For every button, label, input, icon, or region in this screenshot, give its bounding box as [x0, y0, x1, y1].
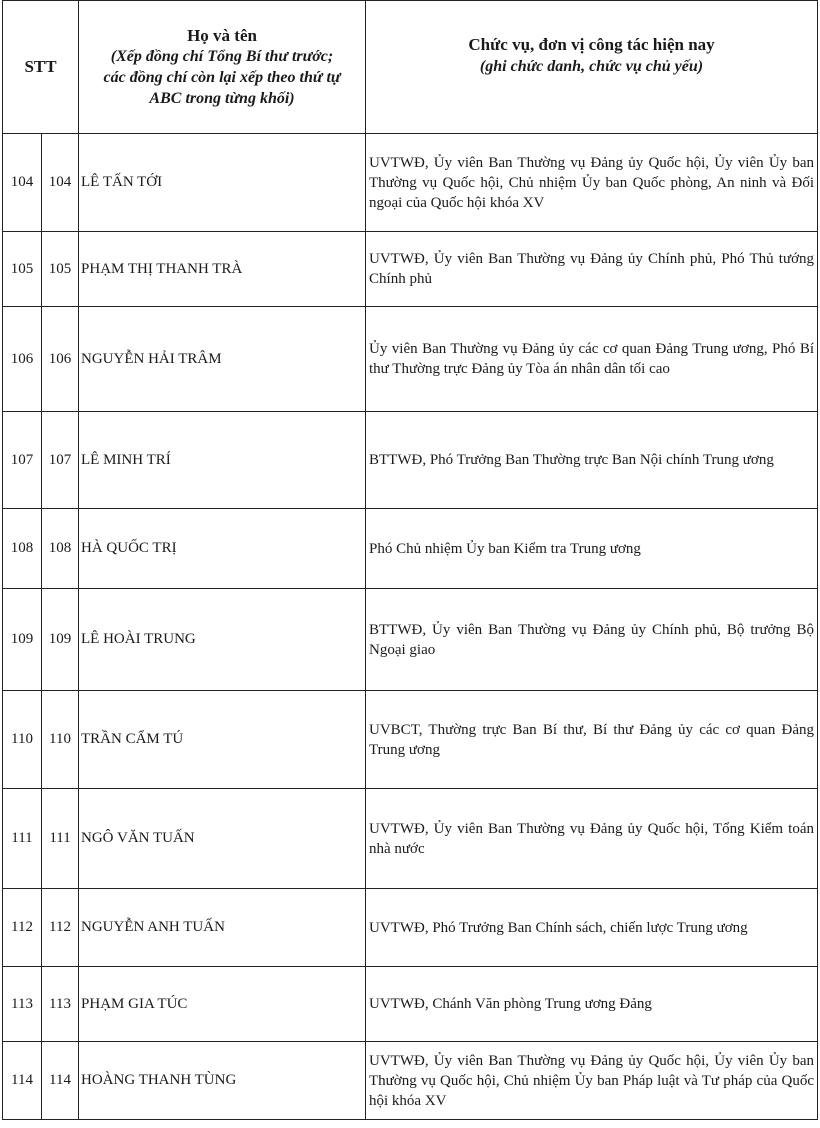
- table-row: [3, 1042, 818, 1120]
- role-cell: UVBCT, Thường trực Ban Bí thư, Bí thư Đảng ủy các cơ quan Đảng Trung ương: [366, 691, 818, 789]
- role-cell: UVTWĐ, Chánh Văn phòng Trung ương Đảng: [366, 967, 818, 1042]
- name-cell: TRẦN CẨM TÚ: [79, 691, 366, 789]
- name-cell: HÀ QUỐC TRỊ: [79, 509, 366, 589]
- name-cell: NGUYỄN ANH TUẤN: [79, 889, 366, 967]
- role-cell: BTTWĐ, Ủy viên Ban Thường vụ Đảng ủy Chính phủ, Bộ trưởng Bộ Ngoại giao: [366, 589, 818, 691]
- name-cell: NGUYỄN HẢI TRÂM: [79, 307, 366, 412]
- role-cell: UVTWĐ, Ủy viên Ban Thường vụ Đảng ủy Quốc hội, Ủy viên Ủy ban Thường vụ Quốc hội, Chủ nhiệm Ủy ban Pháp luật và Tư pháp của Quốc hội khóa XV: [366, 1042, 818, 1120]
- name-cell: NGÔ VĂN TUẤN: [79, 789, 366, 889]
- stt-cell: 114: [42, 1042, 79, 1120]
- role-cell: UVTWĐ, Ủy viên Ban Thường vụ Đảng ủy Quốc hội, Ủy viên Ủy ban Thường vụ Quốc hội, Chủ nhiệm Ủy ban Quốc phòng, An ninh và Đối ngoại của Quốc hội khóa XV: [366, 134, 818, 232]
- table-row: [3, 889, 818, 967]
- header-name-note-2: các đồng chí còn lại xếp theo thứ tự: [103, 69, 341, 86]
- table-row: [3, 589, 818, 691]
- role-cell: BTTWĐ, Phó Trưởng Ban Thường trực Ban Nội chính Trung ương: [366, 412, 818, 509]
- table-row: [3, 509, 818, 589]
- stt-cell: 112: [42, 889, 79, 967]
- stt-cell: 110: [3, 691, 42, 789]
- role-cell: Phó Chủ nhiệm Ủy ban Kiểm tra Trung ương: [366, 509, 818, 589]
- stt-cell: 105: [42, 232, 79, 307]
- name-cell: LÊ MINH TRÍ: [79, 412, 366, 509]
- stt-cell: 106: [3, 307, 42, 412]
- stt-cell: 109: [42, 589, 79, 691]
- name-cell: LÊ TẤN TỚI: [79, 134, 366, 232]
- stt-cell: 109: [3, 589, 42, 691]
- stt-cell: 112: [3, 889, 42, 967]
- stt-cell: 106: [42, 307, 79, 412]
- stt-cell: 108: [42, 509, 79, 589]
- stt-cell: 104: [42, 134, 79, 232]
- stt-cell: 105: [3, 232, 42, 307]
- stt-cell: 108: [3, 509, 42, 589]
- stt-cell: 113: [3, 967, 42, 1042]
- header-role: [366, 1, 818, 134]
- role-cell: Ủy viên Ban Thường vụ Đảng ủy các cơ quan Đảng Trung ương, Phó Bí thư Thường trực Đảng ủy Tòa án nhân dân tối cao: [366, 307, 818, 412]
- name-cell: PHẠM GIA TÚC: [79, 967, 366, 1042]
- header-row: [3, 1, 818, 134]
- stt-cell: 111: [42, 789, 79, 889]
- table-row: [3, 967, 818, 1042]
- stt-cell: 107: [3, 412, 42, 509]
- table-row: [3, 691, 818, 789]
- role-cell: UVTWĐ, Ủy viên Ban Thường vụ Đảng ủy Chính phủ, Phó Thủ tướng Chính phủ: [366, 232, 818, 307]
- header-name-title: Họ và tên: [187, 26, 257, 45]
- header-role-note: (ghi chức danh, chức vụ chủ yếu): [479, 58, 704, 75]
- header-name: [79, 1, 366, 134]
- header-stt: STT: [3, 1, 79, 134]
- name-cell: HOÀNG THANH TÙNG: [79, 1042, 366, 1120]
- personnel-table: [2, 0, 818, 1120]
- stt-cell: 111: [3, 789, 42, 889]
- stt-cell: 107: [42, 412, 79, 509]
- name-cell: LÊ HOÀI TRUNG: [79, 589, 366, 691]
- table-row: [3, 789, 818, 889]
- table-row: [3, 412, 818, 509]
- stt-cell: 110: [42, 691, 79, 789]
- stt-cell: 113: [42, 967, 79, 1042]
- name-cell: PHẠM THỊ THANH TRÀ: [79, 232, 366, 307]
- table-row: [3, 134, 818, 232]
- header-role-title: Chức vụ, đơn vị công tác hiện nay: [468, 35, 715, 54]
- table-row: [3, 307, 818, 412]
- stt-cell: 114: [3, 1042, 42, 1120]
- role-cell: UVTWĐ, Ủy viên Ban Thường vụ Đảng ủy Quốc hội, Tổng Kiểm toán nhà nước: [366, 789, 818, 889]
- table-row: [3, 232, 818, 307]
- header-name-note-3: ABC trong từng khối): [149, 90, 295, 107]
- header-name-note-1: (Xếp đồng chí Tổng Bí thư trước;: [110, 48, 334, 65]
- stt-cell: 104: [3, 134, 42, 232]
- role-cell: UVTWĐ, Phó Trưởng Ban Chính sách, chiến lược Trung ương: [366, 889, 818, 967]
